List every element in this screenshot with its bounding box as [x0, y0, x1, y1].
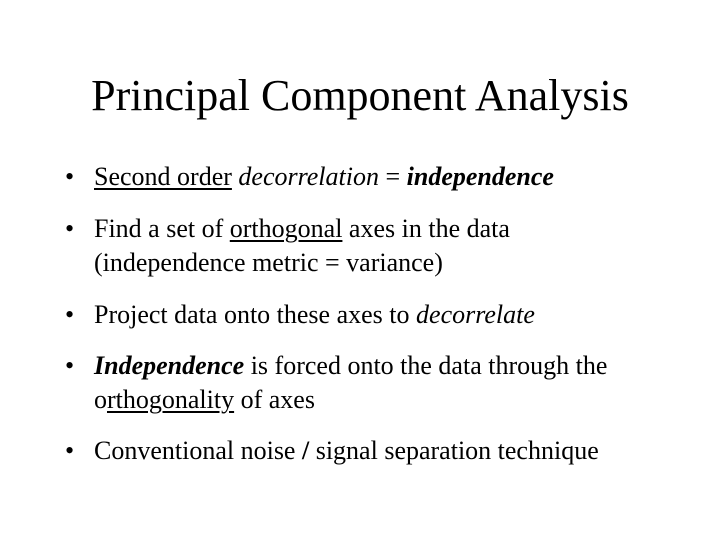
bullet-line: [94, 385, 315, 414]
bullet-span: is forced onto the data through the: [244, 351, 608, 380]
bullet-text: [94, 160, 554, 194]
bullet-span: independence: [406, 162, 554, 191]
bullet-span: Conventional noise: [94, 436, 302, 465]
bullet-span: =: [378, 162, 407, 191]
bullet-span: Project data onto these axes to: [94, 300, 417, 329]
bullet-dot: •: [65, 300, 75, 329]
bullet-span: o: [94, 385, 107, 414]
bullet-text: [94, 349, 607, 417]
bullet-dot: •: [65, 436, 75, 465]
bullet-span: /: [301, 436, 310, 465]
bullet-dot: •: [65, 351, 75, 380]
bullet-span: rthogonality: [107, 385, 235, 414]
bullet-line: [94, 214, 510, 243]
bullet-span: (independence metric = variance): [94, 248, 443, 277]
bullet-span: signal separation technique: [309, 436, 599, 465]
bullet-span: Second order: [94, 162, 232, 191]
bullet-span: decorrelate: [416, 300, 535, 329]
bullet-span: axes in the data: [342, 214, 510, 243]
bullet-span: orthogonal: [229, 214, 343, 243]
bullet-span: Independence: [94, 351, 245, 380]
bullet-span: decorrelation: [238, 162, 379, 191]
bullet-line: [94, 248, 443, 277]
bullet-text: [94, 298, 535, 332]
slide-title: Principal Component Analysis: [91, 71, 629, 120]
bullet-span: of axes: [234, 385, 315, 414]
bullet-text: [94, 212, 510, 280]
bullet-dot: •: [65, 214, 75, 243]
bullet-line: [94, 351, 607, 380]
bullet-text: [94, 434, 599, 468]
bullet-dot: •: [65, 162, 75, 191]
bullet-span: Find a set of: [94, 214, 230, 243]
